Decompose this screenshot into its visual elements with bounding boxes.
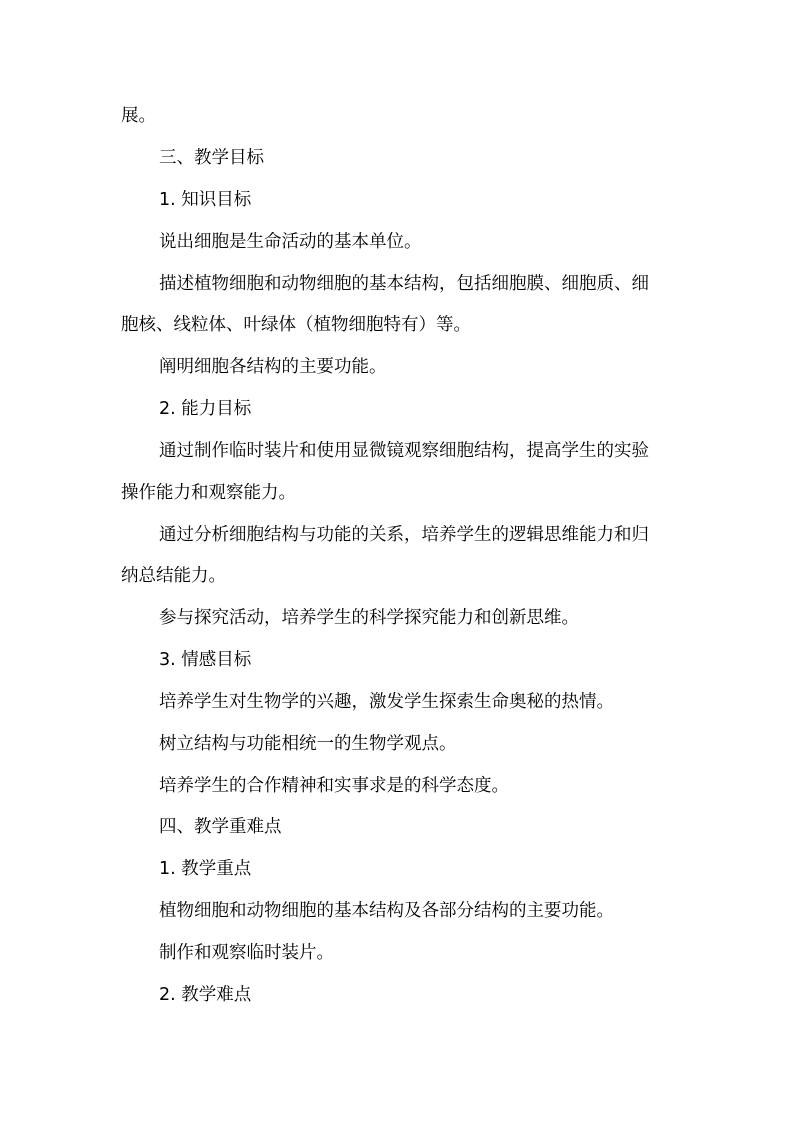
- paragraph: 制作和观察临时装片。: [159, 943, 334, 963]
- paragraph: 树立结构与功能相统一的生物学观点。: [159, 734, 457, 754]
- paragraph: 培养学生的合作精神和实事求是的科学态度。: [159, 776, 509, 796]
- subheading-key-points: 1. 教学重点: [159, 859, 252, 879]
- subheading-knowledge-goals: 1. 知识目标: [159, 190, 252, 210]
- paragraph: 参与探究活动，培养学生的科学探究能力和创新思维。: [159, 608, 579, 628]
- section-heading-key-difficult-points: 四、教学重难点: [159, 817, 282, 837]
- section-heading-teaching-goals: 三、教学目标: [159, 148, 264, 168]
- paragraph: 阐明细胞各结构的主要功能。: [159, 357, 387, 377]
- paragraph: 描述植物细胞和动物细胞的基本结构，包括细胞膜、细胞质、细: [159, 274, 649, 294]
- paragraph: 通过分析细胞结构与功能的关系，培养学生的逻辑思维能力和归: [159, 525, 649, 545]
- paragraph: 说出细胞是生命活动的基本单位。: [159, 232, 422, 252]
- paragraph-continuation: 操作能力和观察能力。: [121, 483, 296, 503]
- paragraph-continuation: 展。: [121, 106, 156, 126]
- paragraph-continuation: 胞核、线粒体、叶绿体（植物细胞特有）等。: [121, 315, 471, 335]
- subheading-difficult-points: 2. 教学难点: [159, 985, 252, 1005]
- paragraph: 培养学生对生物学的兴趣，激发学生探索生命奥秘的热情。: [159, 692, 614, 712]
- paragraph: 植物细胞和动物细胞的基本结构及各部分结构的主要功能。: [159, 901, 614, 921]
- paragraph-continuation: 纳总结能力。: [121, 566, 226, 586]
- subheading-ability-goals: 2. 能力目标: [159, 399, 252, 419]
- subheading-emotion-goals: 3. 情感目标: [159, 650, 252, 670]
- paragraph: 通过制作临时装片和使用显微镜观察细胞结构，提高学生的实验: [159, 441, 649, 461]
